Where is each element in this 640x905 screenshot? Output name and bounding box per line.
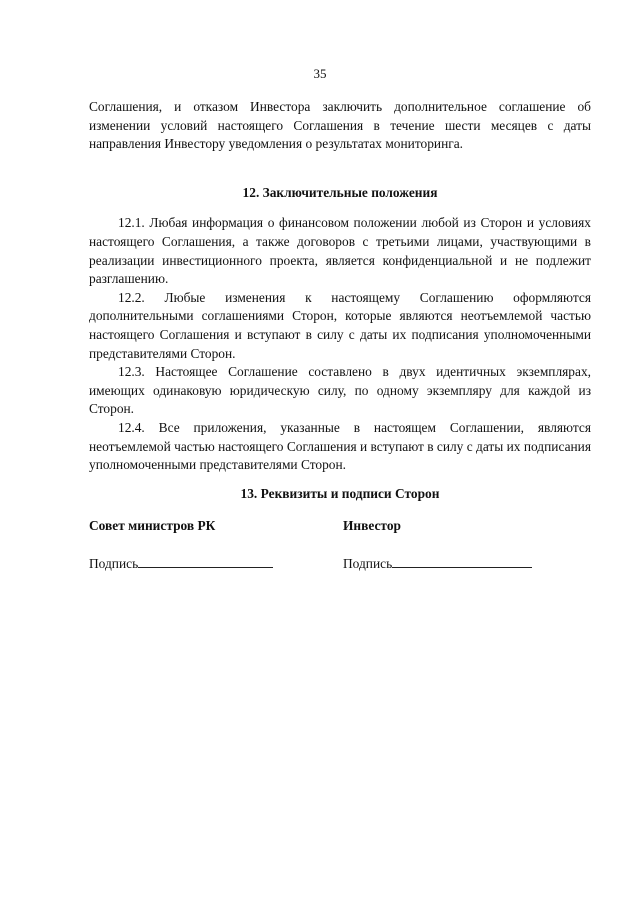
- clause-12-2: 12.2. Любые изменения к настоящему Соглашению оформляются дополнительными соглашениями Сторон, которые являются неотъемлемой частью настоящего Соглашения и вступают в силу с даты их подписания уполномоченными представителями Сторон.: [89, 289, 591, 361]
- clause-12-3: 12.3. Настоящее Соглашение составлено в двух идентичных экземплярах, имеющих одинаковую юридическую силу, по одному экземпляру для каждой из Сторон.: [89, 364, 591, 417]
- signature-row-investor: [343, 555, 583, 573]
- section-13-heading: 13. Реквизиты и подписи Сторон: [240, 485, 440, 501]
- signature-party-government: [89, 517, 329, 573]
- signature-party-investor: [343, 517, 583, 573]
- signature-label: Подпись: [343, 556, 393, 572]
- section-12-heading: 12. Заключительные положения: [242, 184, 438, 200]
- signature-block: [89, 517, 591, 597]
- intro-paragraph: Соглашения, и отказом Инвестора заключить дополнительное соглашение об изменении условий настоящего Соглашения в течение шести месяцев с даты направления Инвестору уведомления о результатах мониторинга.: [89, 99, 591, 152]
- signature-label: Подпись: [89, 556, 139, 572]
- signature-line: [392, 556, 532, 568]
- clause-12-1: 12.1. Любая информация о финансовом положении любой из Сторон и условиях настоящего Соглашения, а также договоров с третьими лицами, участвующими в реализации инвестиционного проекта, является конфиденциальной и не подлежит разглашению.: [89, 215, 591, 287]
- signature-line: [138, 556, 273, 568]
- signature-row-government: [89, 555, 329, 573]
- party-name-government: Совет министров РК: [89, 518, 216, 534]
- document-body: [89, 98, 591, 597]
- party-name-investor: Инвестор: [343, 518, 401, 534]
- clause-12-4: 12.4. Все приложения, указанные в настоящем Соглашении, являются неотъемлемой частью настоящего Соглашения и вступают в силу с даты их подписания уполномоченными представителями Сторон.: [89, 419, 591, 473]
- page-number: 35: [313, 66, 327, 81]
